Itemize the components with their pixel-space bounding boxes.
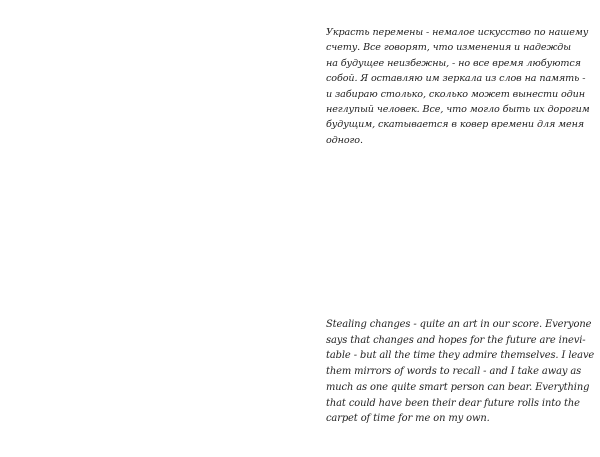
english-line: them mirrors of words to recall - and I take away as: [326, 366, 582, 378]
english-line: table - but all the time they admire themselves. I leave: [326, 350, 595, 362]
russian-line: будущим, скатывается в ковер времени для меня: [326, 119, 585, 131]
russian-line: Украсть перемены - немалое искусство по нашему: [326, 27, 589, 38]
english-paragraph: [326, 317, 595, 427]
russian-line: собой. Я оставляю им зеркала из слов на память -: [326, 73, 586, 85]
english-line: much as one quite smart person can bear. Everything: [326, 381, 590, 393]
english-line: says that changes and hopes for the future are inevi-: [326, 334, 586, 346]
russian-line: одного.: [326, 134, 363, 146]
russian-line: счету. Все говорят, что изменения и надежды: [326, 42, 571, 54]
russian-line: на будущее неизбежны, - но все время любуются: [326, 57, 581, 69]
english-line: carpet of time for me on my own.: [326, 413, 490, 425]
russian-line: и забираю столько, сколько может вынести один: [326, 88, 585, 100]
russian-line: неглупый человек. Все, что могло быть их дорогим: [326, 104, 590, 116]
russian-paragraph: [326, 25, 590, 148]
english-line: Stealing changes - quite an art in our score. Everyone: [326, 319, 592, 330]
english-line: that could have been their dear future rolls into the: [326, 397, 580, 409]
